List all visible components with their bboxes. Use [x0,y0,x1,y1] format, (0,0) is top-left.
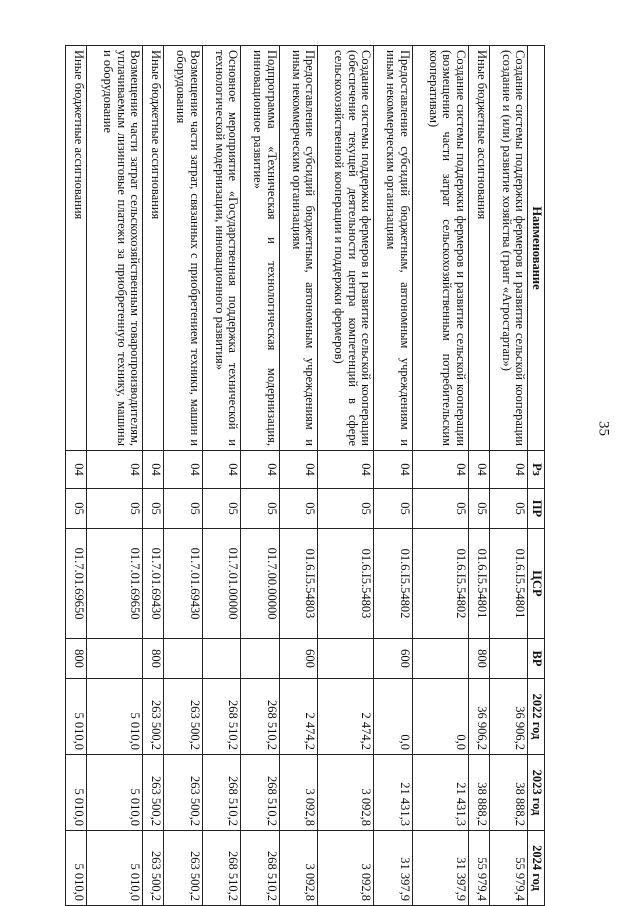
cell-rz: 04 [66,451,87,489]
cell-csr: 01.7.01.69430 [143,529,164,639]
cell-2024: 31 397,9 [374,831,413,906]
cell-2022: 36 906,2 [468,679,489,755]
cell-name: Предоставление субсидий бюджетным, автономным учреждениям и иным некоммерческим организациям [374,46,413,451]
cell-vr [202,639,241,679]
cell-name: Создание системы поддержки фермеров и развитие сельской кооперации (обеспечение текущей деятельности центра компетенций в сфере сельскохозяйственной кооперации и поддержки фермеров) [318,46,374,451]
cell-vr [241,639,280,679]
cell-pr: 05 [412,489,468,529]
cell-csr: 01.6.I5.54801 [468,529,489,639]
cell-name: Иные бюджетные ассигнования [66,46,87,451]
cell-csr: 01.6.I5.54801 [489,529,528,639]
cell-2022: 263 500,2 [143,679,164,755]
cell-2022: 0,0 [412,679,468,755]
cell-rz: 04 [143,451,164,489]
table-row [468,46,489,906]
cell-vr [87,639,143,679]
cell-2023: 38 888,2 [468,755,489,831]
cell-vr: 600 [279,639,318,679]
cell-pr: 05 [87,489,143,529]
cell-csr: 01.6.I5.54803 [318,529,374,639]
table-row [374,46,413,906]
cell-2023: 3 092,8 [318,755,374,831]
cell-csr: 01.7.01.69650 [66,529,87,639]
table-row [489,46,528,906]
header-rz: Рз [528,451,545,489]
cell-2023: 3 092,8 [279,755,318,831]
cell-csr: 01.7.01.69430 [164,529,203,639]
cell-name: Предоставление субсидий бюджетным, автономным учреждениям и иным некоммерческим организациям [279,46,318,451]
cell-rz: 04 [318,451,374,489]
cell-name: Иные бюджетные ассигнования [468,46,489,451]
cell-pr: 05 [468,489,489,529]
cell-name: Подпрограмма «Техническая и технологическая модернизация, инновационное развитие» [241,46,280,451]
table-row [318,46,374,906]
cell-vr [318,639,374,679]
cell-2022: 5 010,0 [66,679,87,755]
cell-vr [489,639,528,679]
cell-2024: 55 979,4 [489,831,528,906]
cell-pr: 05 [202,489,241,529]
cell-csr: 01.6.I5.54802 [374,529,413,639]
cell-name: Возмещение части затрат, связанных с приобретением техники, машин и оборудования [164,46,203,451]
cell-rz: 04 [412,451,468,489]
cell-2024: 31 397,9 [412,831,468,906]
cell-2023: 263 500,2 [164,755,203,831]
cell-2023: 268 510,2 [241,755,280,831]
cell-rz: 04 [164,451,203,489]
cell-2024: 268 510,2 [202,831,241,906]
cell-2023: 21 431,3 [412,755,468,831]
cell-rz: 04 [374,451,413,489]
table-row [279,46,318,906]
cell-2024: 263 500,2 [164,831,203,906]
header-2023: 2023 год [528,755,545,831]
cell-pr: 05 [279,489,318,529]
cell-vr [164,639,203,679]
cell-rz: 04 [489,451,528,489]
table-row [241,46,280,906]
cell-2022: 36 906,2 [489,679,528,755]
table-row [202,46,241,906]
cell-2022: 5 010,0 [87,679,143,755]
cell-2023: 5 010,0 [87,755,143,831]
cell-name: Создание системы поддержки фермеров и развитие сельской кооперации (возмещение части затрат сельскохозяйственным потребительским кооперативам) [412,46,468,451]
cell-2024: 263 500,2 [143,831,164,906]
cell-2023: 263 500,2 [143,755,164,831]
cell-2024: 5 010,0 [87,831,143,906]
cell-pr: 05 [241,489,280,529]
cell-csr: 01.7.01.69650 [87,529,143,639]
cell-2022: 2 474,2 [279,679,318,755]
cell-vr: 800 [143,639,164,679]
rotated-table-wrapper [65,45,545,905]
cell-2023: 268 510,2 [202,755,241,831]
cell-2022: 263 500,2 [164,679,203,755]
cell-vr [412,639,468,679]
cell-pr: 05 [143,489,164,529]
cell-name: Возмещение части затрат сельскохозяйственным товаропроизводителям, уплачиваемым лизинговые платежи за приобретенную технику, машины и оборудование [87,46,143,451]
header-pr: ПР [528,489,545,529]
cell-pr: 05 [66,489,87,529]
cell-name: Создание системы поддержки фермеров и развитие сельской кооперации (создание и (или) развитие хозяйства (грант «Агростартап») [489,46,528,451]
cell-vr: 800 [66,639,87,679]
table-row [412,46,468,906]
cell-rz: 04 [87,451,143,489]
header-2022: 2022 год [528,679,545,755]
table-row [164,46,203,906]
budget-table [65,45,545,906]
cell-csr: 01.6.I5.54802 [412,529,468,639]
cell-2023: 38 888,2 [489,755,528,831]
cell-2024: 5 010,0 [66,831,87,906]
table-row [143,46,164,906]
cell-2024: 3 092,8 [318,831,374,906]
cell-2023: 5 010,0 [66,755,87,831]
table-row [87,46,143,906]
cell-csr: 01.7.01.00000 [202,529,241,639]
cell-rz: 04 [241,451,280,489]
cell-name: Иные бюджетные ассигнования [143,46,164,451]
cell-2024: 268 510,2 [241,831,280,906]
table-row [66,46,87,906]
header-2024: 2024 год [528,831,545,906]
cell-2024: 55 979,4 [468,831,489,906]
cell-vr: 800 [468,639,489,679]
cell-2023: 21 431,3 [374,755,413,831]
cell-vr: 600 [374,639,413,679]
cell-pr: 05 [489,489,528,529]
cell-pr: 05 [164,489,203,529]
header-csr: ЦСР [528,529,545,639]
cell-pr: 05 [374,489,413,529]
cell-rz: 04 [202,451,241,489]
cell-2024: 3 092,8 [279,831,318,906]
cell-2022: 0,0 [374,679,413,755]
cell-2022: 268 510,2 [202,679,241,755]
header-name: Наименование [528,46,545,451]
cell-rz: 04 [468,451,489,489]
cell-2022: 268 510,2 [241,679,280,755]
cell-csr: 01.7.00.00000 [241,529,280,639]
header-vr: ВР [528,639,545,679]
cell-pr: 05 [318,489,374,529]
page-number: 35 [595,421,612,436]
cell-2022: 2 474,2 [318,679,374,755]
table-header-row [528,46,545,906]
cell-name: Основное мероприятие «Государственная поддержка технической и технологической модернизации, инновационного развития» [202,46,241,451]
cell-csr: 01.6.I5.54803 [279,529,318,639]
cell-rz: 04 [279,451,318,489]
